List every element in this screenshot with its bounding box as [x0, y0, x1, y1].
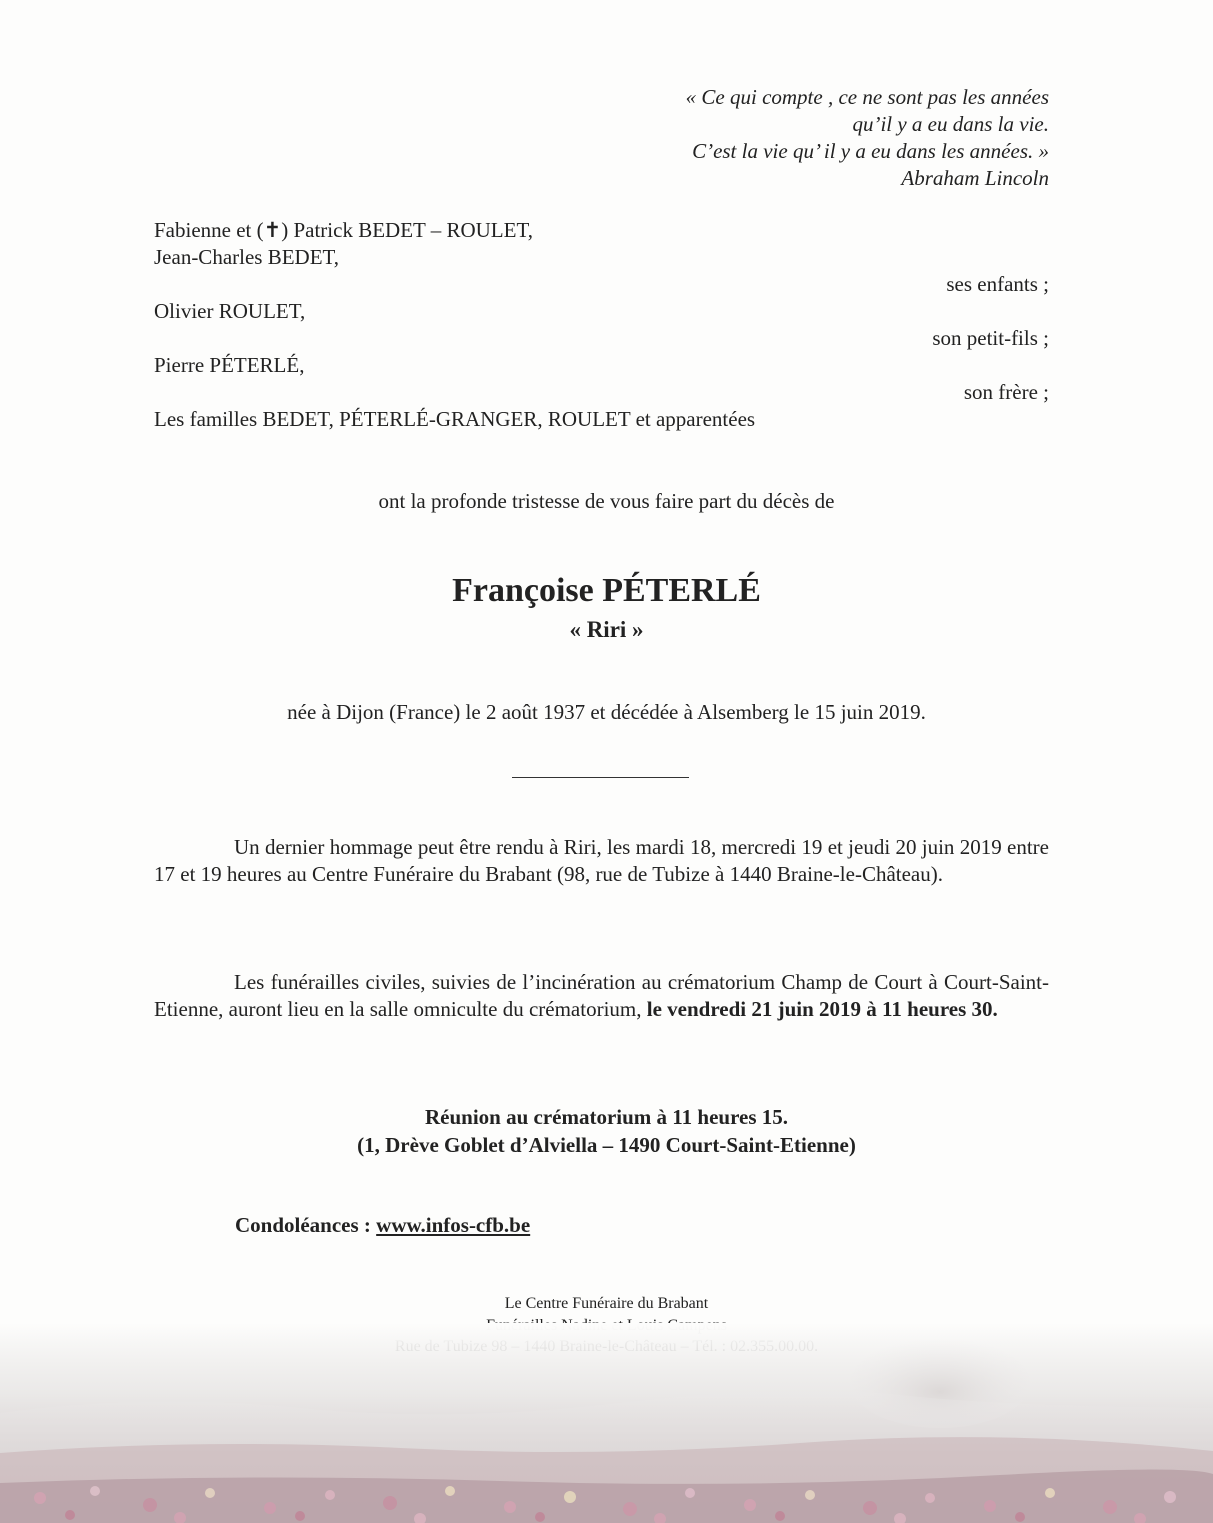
deceased-name: Françoise PÉTERLÉ: [452, 572, 761, 609]
reunion-line1: Réunion au crématorium à 11 heures 15.: [424, 1105, 789, 1129]
flower-field-image: [0, 1323, 1213, 1523]
epigraph-line: C’est la vie qu’ il y a eu dans les années. »: [692, 139, 1049, 163]
brother-role: son frère ;: [963, 380, 1049, 404]
condoleances: [235, 1212, 530, 1239]
funerailles-date: le vendredi 21 juin 2019 à 11 heures 30.: [646, 997, 998, 1021]
grandson-name: Olivier ROULET,: [154, 299, 306, 323]
hommage-text: Un dernier hommage peut être rendu à Riri, les mardi 18, mercredi 19 et jeudi 20 juin 2019 entre 17 et 19 heures au Centre Funéraire du Brabant (98, rue de Tubize à 1440 Braine-le-Château).: [154, 835, 1049, 886]
reunion-address: (1, Drève Goblet d’Alviella – 1490 Court-Saint-Etienne): [357, 1133, 856, 1157]
condoleances-label: Condoléances :: [235, 1213, 371, 1237]
grandson-role: son petit-fils ;: [932, 326, 1049, 350]
funerailles-paragraph: [154, 969, 1049, 1023]
brother-name: Pierre PÉTERLÉ,: [154, 353, 305, 377]
announcement-text: ont la profonde tristesse de vous faire part du décès de: [378, 489, 835, 513]
children-names-line1: Fabienne et (✝) Patrick BEDET – ROULET,: [154, 218, 533, 242]
children-role: ses enfants ;: [946, 272, 1049, 296]
epigraph-quote: [686, 84, 1049, 192]
deceased-nickname: « Riri »: [569, 617, 644, 642]
families-line: Les familles BEDET, PÉTERLÉ-GRANGER, ROULET et apparentées: [154, 407, 756, 431]
footer-line1: Le Centre Funéraire du Brabant: [504, 1295, 709, 1312]
epigraph-line: « Ce qui compte , ce ne sont pas les années: [685, 85, 1049, 109]
condoleances-link[interactable]: www.infos-cfb.be: [376, 1213, 531, 1237]
divider-rule: [512, 777, 689, 778]
children-names-line2: Jean-Charles BEDET,: [154, 245, 340, 269]
epigraph-line: qu’il y a eu dans la vie.: [852, 112, 1049, 136]
hommage-paragraph: [154, 834, 1049, 888]
epigraph-author: Abraham Lincoln: [901, 166, 1049, 190]
birth-death-dates: née à Dijon (France) le 2 août 1937 et décédée à Alsemberg le 15 juin 2019.: [287, 700, 926, 724]
funerailles-text: Les funérailles civiles, suivies de l’incinération au crématorium Champ de Court à Court-Saint-Etienne, auront lieu en la salle omniculte du crématorium,: [154, 970, 1049, 1021]
